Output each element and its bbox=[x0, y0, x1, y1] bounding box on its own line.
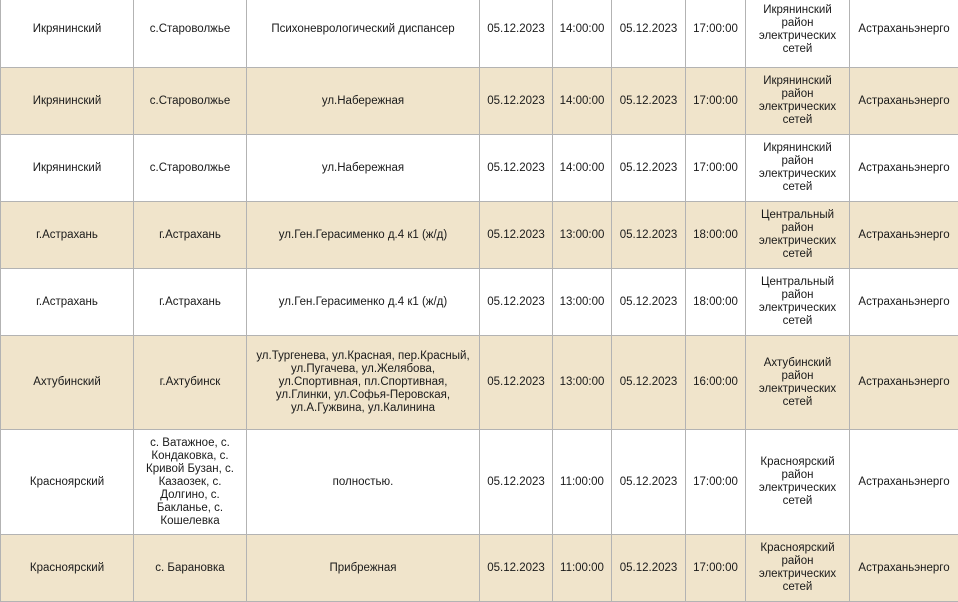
table-row bbox=[1, 135, 958, 202]
address-cell: Прибрежная bbox=[247, 535, 480, 602]
end-date-cell: 05.12.2023 bbox=[612, 430, 686, 535]
table-row bbox=[1, 535, 958, 602]
end-date-cell: 05.12.2023 bbox=[612, 68, 686, 135]
table-row bbox=[1, 269, 958, 336]
end-date-cell: 05.12.2023 bbox=[612, 535, 686, 602]
start-date-cell: 05.12.2023 bbox=[480, 535, 553, 602]
locality-cell: с. Барановка bbox=[134, 535, 247, 602]
locality-cell: с.Староволжье bbox=[134, 135, 247, 202]
district-cell: Красноярский bbox=[1, 535, 134, 602]
district-cell: Икрянинский bbox=[1, 0, 134, 68]
district-cell: г.Астрахань bbox=[1, 269, 134, 336]
start-date-cell: 05.12.2023 bbox=[480, 202, 553, 269]
start-time-cell: 14:00:00 bbox=[553, 68, 612, 135]
address-cell: ул.Набережная bbox=[247, 68, 480, 135]
district-cell: Икрянинский bbox=[1, 135, 134, 202]
network-cell: Икрянинский район электрических сетей bbox=[746, 135, 850, 202]
district-cell: Ахтубинский bbox=[1, 336, 134, 430]
network-cell: Центральный район электрических сетей bbox=[746, 202, 850, 269]
district-cell: г.Астрахань bbox=[1, 202, 134, 269]
table-row bbox=[1, 336, 958, 430]
district-cell: Красноярский bbox=[1, 430, 134, 535]
organization-cell: Астраханьэнерго bbox=[850, 336, 958, 430]
end-time-cell: 17:00:00 bbox=[686, 535, 746, 602]
address-cell: ул.Ген.Герасименко д.4 к1 (ж/д) bbox=[247, 269, 480, 336]
table-row bbox=[1, 430, 958, 535]
start-time-cell: 13:00:00 bbox=[553, 202, 612, 269]
table-row bbox=[1, 0, 958, 68]
end-date-cell: 05.12.2023 bbox=[612, 135, 686, 202]
end-date-cell: 05.12.2023 bbox=[612, 0, 686, 68]
end-date-cell: 05.12.2023 bbox=[612, 336, 686, 430]
network-cell: Икрянинский район электрических сетей bbox=[746, 0, 850, 68]
end-time-cell: 18:00:00 bbox=[686, 269, 746, 336]
start-time-cell: 14:00:00 bbox=[553, 0, 612, 68]
start-date-cell: 05.12.2023 bbox=[480, 68, 553, 135]
network-cell: Ахтубинский район электрических сетей bbox=[746, 336, 850, 430]
address-cell: ул.Тургенева, ул.Красная, пер.Красный, ул.Пугачева, ул.Желябова, ул.Спортивная, пл.Спортивная, ул.Глинки, ул.Софья-Перовская, ул.А.Гужвина, ул.Калинина bbox=[247, 336, 480, 430]
end-time-cell: 16:00:00 bbox=[686, 336, 746, 430]
table-row bbox=[1, 68, 958, 135]
locality-cell: г.Ахтубинск bbox=[134, 336, 247, 430]
locality-cell: г.Астрахань bbox=[134, 202, 247, 269]
address-cell: ул.Ген.Герасименко д.4 к1 (ж/д) bbox=[247, 202, 480, 269]
table-row bbox=[1, 202, 958, 269]
locality-cell: с.Староволжье bbox=[134, 0, 247, 68]
start-time-cell: 11:00:00 bbox=[553, 535, 612, 602]
organization-cell: Астраханьэнерго bbox=[850, 0, 958, 68]
end-time-cell: 17:00:00 bbox=[686, 0, 746, 68]
end-time-cell: 17:00:00 bbox=[686, 68, 746, 135]
address-cell: Психоневрологический диспансер bbox=[247, 0, 480, 68]
organization-cell: Астраханьэнерго bbox=[850, 68, 958, 135]
end-date-cell: 05.12.2023 bbox=[612, 202, 686, 269]
start-date-cell: 05.12.2023 bbox=[480, 135, 553, 202]
district-cell: Икрянинский bbox=[1, 68, 134, 135]
network-cell: Икрянинский район электрических сетей bbox=[746, 68, 850, 135]
start-time-cell: 11:00:00 bbox=[553, 430, 612, 535]
start-date-cell: 05.12.2023 bbox=[480, 0, 553, 68]
end-date-cell: 05.12.2023 bbox=[612, 269, 686, 336]
network-cell: Центральный район электрических сетей bbox=[746, 269, 850, 336]
end-time-cell: 17:00:00 bbox=[686, 430, 746, 535]
organization-cell: Астраханьэнерго bbox=[850, 430, 958, 535]
organization-cell: Астраханьэнерго bbox=[850, 202, 958, 269]
address-cell: ул.Набережная bbox=[247, 135, 480, 202]
locality-cell: с. Ватажное, с. Кондаковка, с. Кривой Бузан, с. Казаозек, с. Долгино, с. Бакланье, с. Кошелевка bbox=[134, 430, 247, 535]
locality-cell: г.Астрахань bbox=[134, 269, 247, 336]
start-date-cell: 05.12.2023 bbox=[480, 430, 553, 535]
organization-cell: Астраханьэнерго bbox=[850, 535, 958, 602]
organization-cell: Астраханьэнерго bbox=[850, 269, 958, 336]
network-cell: Красноярский район электрических сетей bbox=[746, 535, 850, 602]
start-date-cell: 05.12.2023 bbox=[480, 336, 553, 430]
start-date-cell: 05.12.2023 bbox=[480, 269, 553, 336]
start-time-cell: 14:00:00 bbox=[553, 135, 612, 202]
organization-cell: Астраханьэнерго bbox=[850, 135, 958, 202]
end-time-cell: 17:00:00 bbox=[686, 135, 746, 202]
address-cell: полностью. bbox=[247, 430, 480, 535]
end-time-cell: 18:00:00 bbox=[686, 202, 746, 269]
locality-cell: с.Староволжье bbox=[134, 68, 247, 135]
start-time-cell: 13:00:00 bbox=[553, 336, 612, 430]
network-cell: Красноярский район электрических сетей bbox=[746, 430, 850, 535]
start-time-cell: 13:00:00 bbox=[553, 269, 612, 336]
